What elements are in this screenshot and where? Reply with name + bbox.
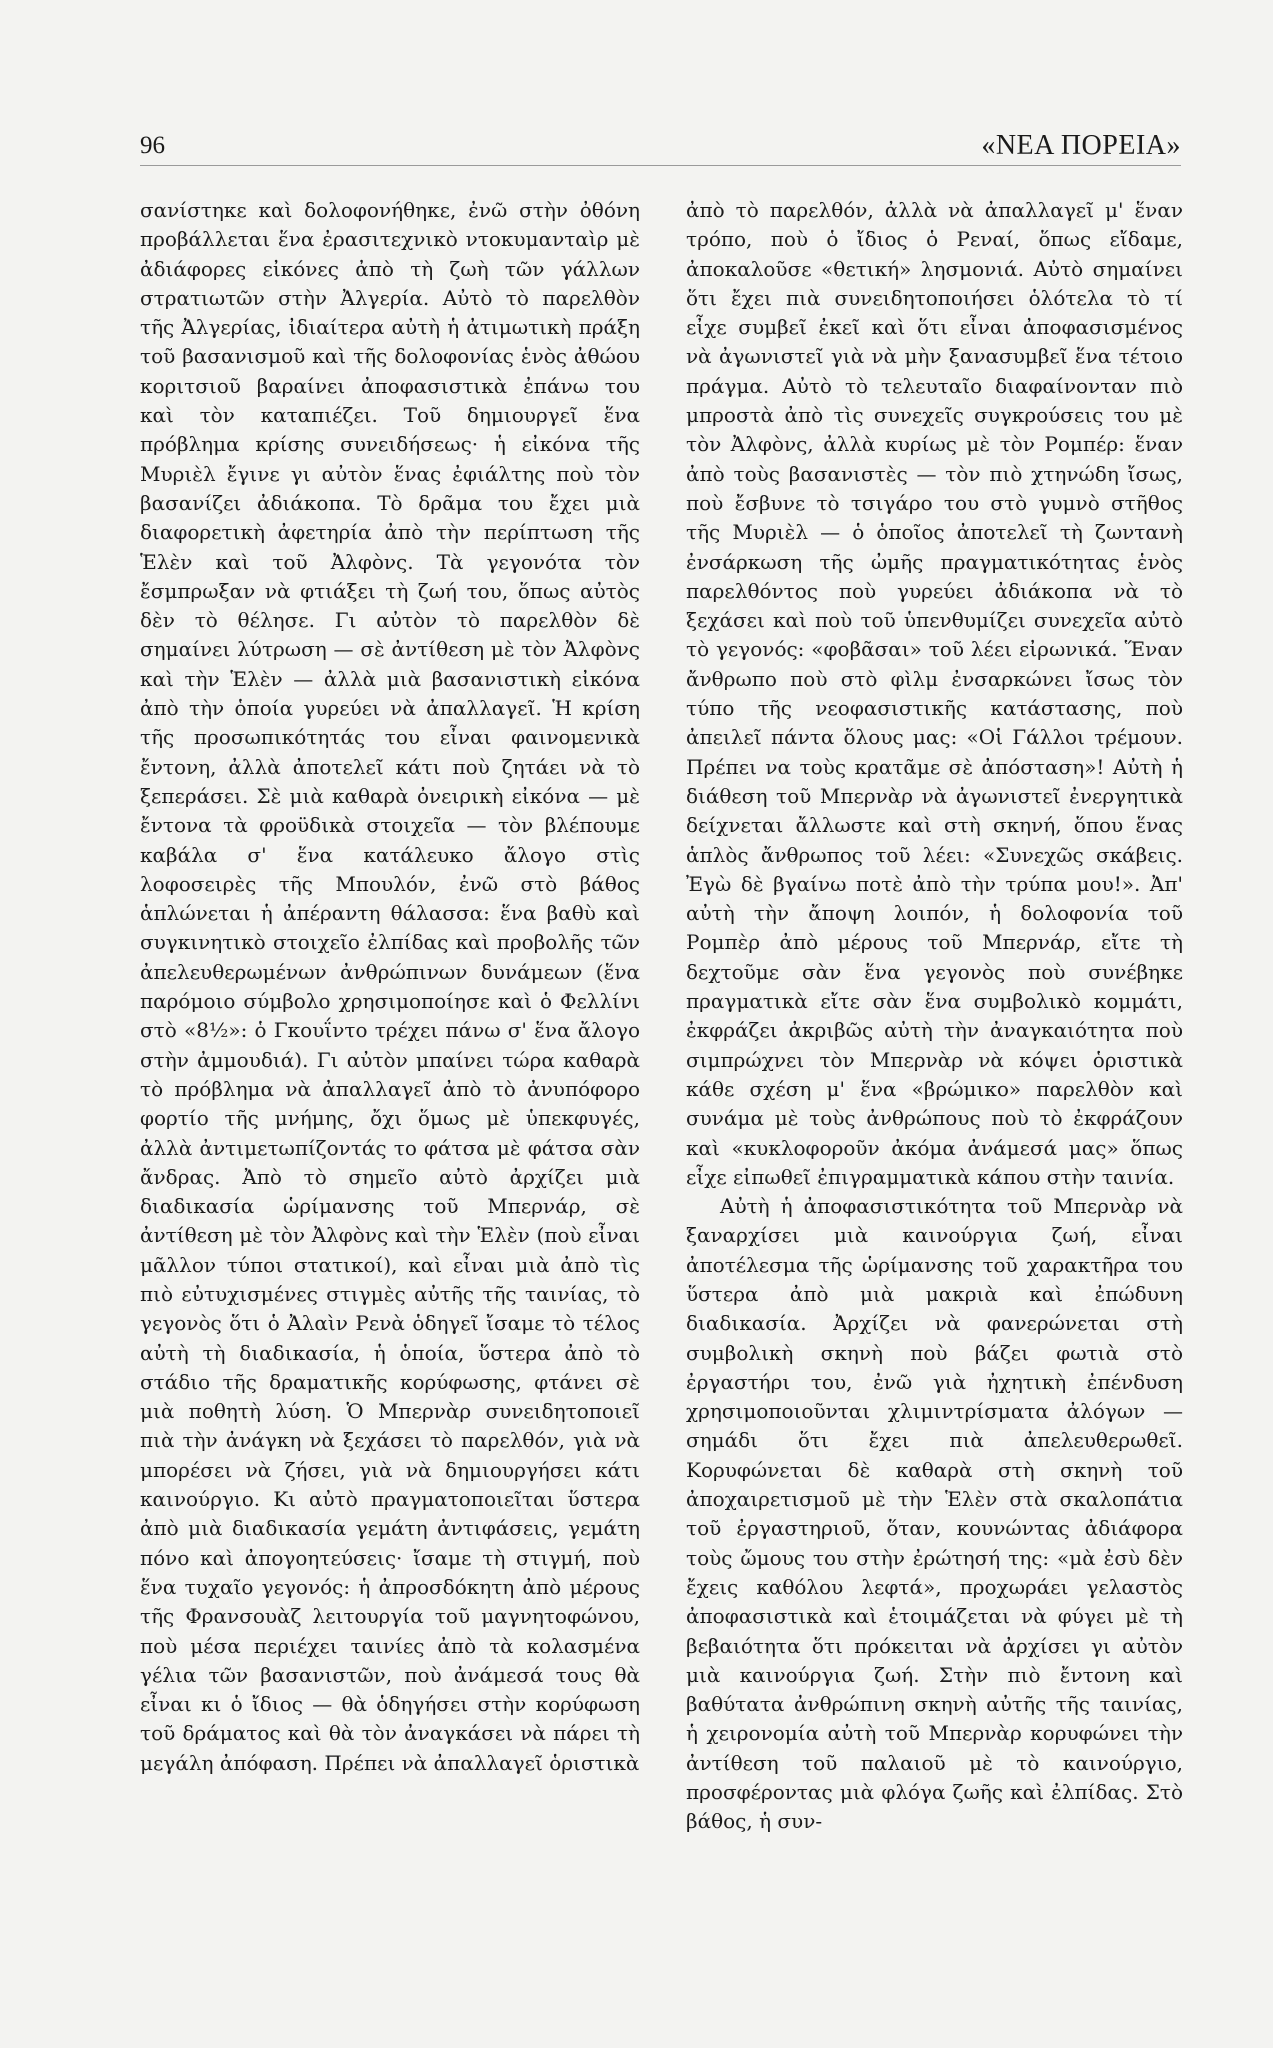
left-paragraph-1: σανίστηκε καὶ δολοφονήθηκε, ἐνῶ στὴν ὀθόνη προβάλλεται ἕνα ἐρασιτεχνικὸ ντοκυμανταὶρ μὲ ἀδιάφορες εἰκόνες ἀπὸ τὴ ζωὴ τῶν γάλλων στρατιωτῶν στὴν Ἀλγερία. Αὐτὸ τὸ παρελθὸν τῆς Ἀλγερίας, ἰδιαίτερα αὐτὴ ἡ ἀτιμωτικὴ πράξη τοῦ βασανισμοῦ καὶ τῆς δολοφονίας ἑνὸς ἀθώου κοριτσιοῦ βαραίνει ἀποφασιστικὰ ἐπάνω του καὶ τὸν καταπιέζει. Τοῦ δημιουργεῖ ἕνα πρόβλημα κρίσης συνειδήσεως· ἡ εἰκόνα τῆς Μυριὲλ ἔγινε γι αὐτὸν ἕνας ἐφιάλτης ποὺ τὸν βασανίζει ἀδιάκοπα. Τὸ δρᾶμα του ἔχει μιὰ διαφορετικὴ ἀφετηρία ἀπὸ τὴν περίπτωση τῆς Ἑλὲν καὶ τοῦ Ἀλφὸνς. Τὰ γεγονότα τὸν ἔσμπρωξαν νὰ φτιάξει τὴ ζωή του, ὅπως αὐτὸς δὲν τὸ θέλησε. Γι αὐτὸν τὸ παρελθὸν δὲ σημαίνει λύτρωση — σὲ ἀντίθεση μὲ τὸν Ἀλφὸνς καὶ τὴν Ἑλὲν — ἀλλὰ μιὰ βασανιστικὴ εἰκόνα ἀπὸ τὴν ὁποία γυρεύει νὰ ἀπαλλαγεῖ. Ἡ κρίση τῆς προσωπικότητάς του εἶναι φαινομενικὰ ἔντονη, ἀλλὰ ἀποτελεῖ κάτι ποὺ ζητάει νὰ τὸ ξεπεράσει. Σὲ μιὰ καθαρὰ ὀνειρικὴ εἰκόνα — μὲ ἔντονα τὰ φροϋδικὰ στοιχεῖα — τὸν βλέπουμε καβάλα σ' ἕνα κατάλευκο ἄλογο στὶς λοφοσειρὲς τῆς Μπουλόν, ἐνῶ στὸ βάθος ἁπλώνεται ἡ ἀπέραντη θάλασσα: ἕνα βαθὺ καὶ συγκινητικὸ στοιχεῖο ἐλπίδας καὶ προβολῆς τῶν ἀπελευθερωμένων ἀνθρώπινων δυνάμεων (ἕνα παρόμοιο σύμβολο χρησιμοποίησε καὶ ὁ Φελλίνι στὸ «8½»: ὁ Γκουΐντο τρέχει πάνω σ' ἕνα ἄλογο στὴν ἀμμουδιά). Γι αὐτὸν μπαίνει τώρα καθαρὰ τὸ πρόβλημα νὰ ἀπαλλαγεῖ ἀπὸ τὸ ἀνυπόφορο φορτίο τῆς μνήμης, ὄχι ὅμως μὲ ὑπεκφυγές, ἀλλὰ ἀντιμετωπίζοντάς το φάτσα μὲ φάτσα σὰν ἄνδρας. Ἀπὸ τὸ σημεῖο αὐτὸ ἀρχίζει μιὰ διαδικασία ὡρίμανσης τοῦ Μπερνάρ, σὲ ἀντίθεση μὲ τὸν Ἀλφὸνς καὶ τὴν Ἑλὲν (ποὺ εἶναι μᾶλλον τύποι στατικοί), καὶ εἶναι μιὰ ἀπὸ τὶς πιὸ εὐτυχισμένες στιγμὲς αὐτῆς τῆς ταινίας, τὸ γεγονὸς ὅτι ὁ Ἀλαὶν Ρενὰ ὁδηγεῖ ἴσαμε τὸ τέλος αὐτὴ τὴ διαδικασία, ἡ ὁποία, ὕστερα ἀπὸ τὸ στάδιο τῆς δραματικῆς κορύφωσης, φτάνει σὲ μιὰ ποθητὴ λύση. Ὁ Μπερνὰρ συνειδητοποιεῖ πιὰ τὴν ἀνάγκη νὰ ξεχάσει τὸ παρελθόν, γιὰ νὰ μπορέσει νὰ ζήσει, γιὰ νὰ δημιουργήσει κάτι καινούργιο. Κι αὐτὸ πραγματοποιεῖται ὕστερα ἀπὸ μιὰ διαδικασία γεμάτη ἀντιφάσεις, γεμάτη πόνο καὶ ἀπογοητεύσεις· ἴσαμε τὴ στιγμή, ποὺ ἕνα τυχαῖο γεγονός: ἡ ἀπροσδόκητη ἀπὸ μέρους τῆς Φρανσουὰζ λειτουργία τοῦ μαγνητοφώνου, ποὺ μέσα περιέχει ταινίες ἀπὸ τὰ κολασμένα γέλια τῶν βασανιστῶν, ποὺ ἀνάμεσά τους θὰ εἶναι κι ὁ ἴδιος — θὰ ὁδηγήσει στὴν κορύφωση τοῦ δράματος καὶ θὰ τὸν ἀναγκάσει νὰ πάρει τὴ μεγάλη ἀπόφαση. Πρέπει νὰ ἀπαλλαγεῖ ὁριστικὰ: [140, 198, 640, 1775]
header-rule: [140, 165, 1181, 166]
page-header: [140, 128, 1181, 168]
right-column: [686, 196, 1183, 1956]
left-column: [140, 196, 640, 1956]
right-paragraph-1: ἀπὸ τὸ παρελθόν, ἀλλὰ νὰ ἀπαλλαγεῖ μ' ἕναν τρόπο, ποὺ ὁ ἴδιος ὁ Ρεναί, ὅπως εἴδαμε, ἀποκαλοῦσε «θετική» λησμονιά. Αὐτὸ σημαίνει ὅτι ἔχει πιὰ συνειδητοποιήσει ὁλότελα τὸ τί εἶχε συμβεῖ ἐκεῖ καὶ ὅτι εἶναι ἀποφασισμένος νὰ ἀγωνιστεῖ γιὰ νὰ μὴν ξανασυμβεῖ ἕνα τέτοιο πράγμα. Αὐτὸ τὸ τελευταῖο διαφαίνονταν πιὸ μπροστὰ ἀπὸ τὶς συνεχεῖς συγκρούσεις του μὲ τὸν Ἀλφὸνς, ἀλλὰ κυρίως μὲ τὸν Ρομπέρ: ἕναν ἀπὸ τοὺς βασανιστὲς — τὸν πιὸ χτηνώδη ἴσως, ποὺ ἔσβυνε τὸ τσιγάρο του στὸ γυμνὸ στῆθος τῆς Μυριὲλ — ὁ ὁποῖος ἀποτελεῖ τὴ ζωντανὴ ἐνσάρκωση τῆς ὠμῆς πραγματικότητας ἑνὸς παρελθόντος ποὺ γυρεύει ἀδιάκοπα νὰ τὸ ξεχάσει καὶ ποὺ τοῦ ὑπενθυμίζει συνεχεῖα αὐτὸ τὸ γεγονός: «φοβᾶσαι» τοῦ λέει εἰρωνικά. Ἕναν ἄνθρωπο ποὺ στὸ φὶλμ ἐνσαρκώνει ἴσως τὸν τύπο τῆς νεοφασιστικῆς κατάστασης, ποὺ ἀπειλεῖ πάντα ὅλους μας: «Οἱ Γάλλοι τρέμουν. Πρέπει να τοὺς κρατᾶμε σὲ ἀπόσταση»! Αὐτὴ ἡ διάθεση τοῦ Μπερνὰρ νὰ ἀγωνιστεῖ ἐνεργητικὰ δείχνεται ἄλλωστε καὶ στὴ σκηνή, ὅπου ἕνας ἁπλὸς ἄνθρωπος τοῦ λέει: «Συνεχῶς σκάβεις. Ἐγὼ δὲ βγαίνω ποτὲ ἀπὸ τὴν τρύπα μου!». Ἀπ' αὐτὴ τὴν ἄποψη λοιπόν, ἡ δολοφονία τοῦ Ρομπὲρ ἀπὸ μέρους τοῦ Μπερνάρ, εἴτε τὴ δεχτοῦμε σὰν ἕνα γεγονὸς ποὺ συνέβηκε πραγματικὰ εἴτε σὰν ἕνα συμβολικὸ κομμάτι, ἐκφράζει ἀκριβῶς αὐτὴ τὴν ἀναγκαιότητα ποὺ σιμπρώχνει τὸν Μπερνὰρ νὰ κόψει ὁριστικὰ κάθε σχέση μ' ἕνα «βρώμικο» παρελθὸν καὶ συνάμα μὲ τοὺς ἀνθρώπους ποὺ τὸ ἐκφράζουν καὶ «κυκλοφοροῦν ἀκόμα ἀνάμεσά μας» ὅπως εἶχε εἰπωθεῖ ἐπιγραμματικὰ κάπου στὴν ταινία.: [686, 198, 1183, 1189]
page-number: 96: [140, 132, 165, 159]
running-title: «ΝΕΑ ΠΟΡΕΙΑ»: [981, 130, 1181, 161]
right-paragraph-2: Αὐτὴ ἡ ἀποφασιστικότητα τοῦ Μπερνὰρ νὰ ξαναρχίσει μιὰ καινούργια ζωή, εἶναι ἀποτέλεσμα τῆς ὡρίμανσης τοῦ χαρακτῆρα του ὕστερα ἀπὸ μιὰ μακριὰ καὶ ἐπώδυνη διαδικασία. Ἀρχίζει νὰ φανερώνεται στὴ συμβολικὴ σκηνὴ ποὺ βάζει φωτιὰ στὸ ἐργαστήρι του, ἐνῶ γιὰ ἠχητικὴ ἐπένδυση χρησιμοποιοῦνται χλιμιντρίσματα ἀλόγων — σημάδι ὅτι ἔχει πιὰ ἀπελευθερωθεῖ. Κορυφώνεται δὲ καθαρὰ στὴ σκηνὴ τοῦ ἀποχαιρετισμοῦ μὲ τὴν Ἑλὲν στὰ σκαλοπάτια τοῦ ἐργαστηριοῦ, ὅταν, κουνώντας ἀδιάφορα τοὺς ὤμους του στὴν ἐρώτησή της: «μὰ ἐσὺ δὲν ἔχεις καθόλου λεφτά», προχωράει γελαστὸς ἀποφασιστικὰ καὶ ἑτοιμάζεται νὰ φύγει μὲ τὴ βεβαιότητα ὅτι πρόκειται νὰ ἀρχίσει γι αὐτὸν μιὰ καινούργια ζωή. Στὴν πιὸ ἔντονη καὶ βαθύτατα ἀνθρώπινη σκηνὴ αὐτῆς τῆς ταινίας, ἡ χειρονομία αὐτὴ τοῦ Μπερνὰρ κορυφώνει τὴν ἀντίθεση τοῦ παλαιοῦ μὲ τὸ καινούργιο, προσφέροντας μιὰ φλόγα ζωῆς καὶ ἐλπίδας. Στὸ βάθος, ἡ συν-: [686, 1194, 1183, 1834]
